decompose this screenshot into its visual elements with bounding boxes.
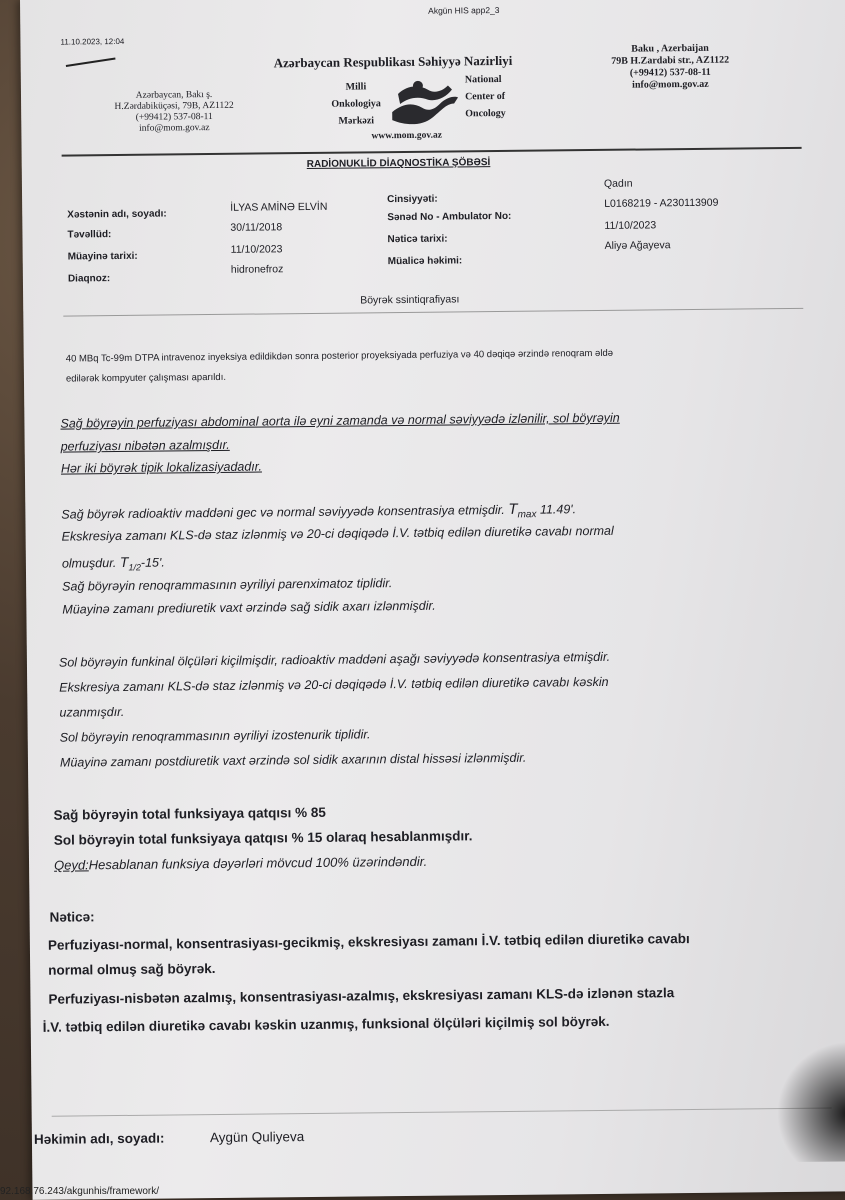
left-kidney-line-4: Sol böyrəyin renoqrammasının əyriliyi izostenurik tiplidir. [59,727,371,745]
address-left-line: H.Zərdabiküçəsi, 79B, AZ1122 [114,100,234,113]
diagnosis-value: hidronefroz [230,263,284,276]
center-name-az-line: Mərkəzi [338,115,375,127]
right-kidney-line-2: Ekskresiya zamanı KLS-də staz izlənmiş və 20-ci dəqiqədə İ.V. tətbiq edilən diuretikə cavabı normal [61,523,614,544]
right-kidney-line-5: Müayinə zamanı prediuretik vaxt ərzində sağ sidik axarı izlənmişdir. [62,598,436,617]
exam-date-label: Müayinə tarixi: [67,250,138,263]
thalf-subscript: 1/2 [128,562,141,573]
left-kidney-line-5: Müayinə zamanı postdiuretik vaxt ərzində sol sidik axarının distal hissəsi izlənmişdir. [59,750,527,770]
right-kidney-text: olmuşdur. [61,555,120,571]
dob-label: Təvəllüd: [67,229,112,241]
gender-value: Qadın [603,177,633,190]
pen-mark [66,58,116,67]
address-right-line: info@mom.gov.az [632,78,709,91]
left-kidney-line-2: Ekskresiya zamanı KLS-də staz izlənmiş və 20-ci dəqiqədə İ.V. tətbiq edilən diuretikə cavabı kəskin [59,674,609,695]
right-kidney-text: Sağ böyrək radioaktiv maddəni gec və normal səviyyədə konsentrasiya etmişdir. [61,502,505,522]
note-text: Hesablanan funksiya dəyərləri mövcud 100% üzərindəndir. [88,853,428,873]
intro-line-2: edilərək kompyuter çalışması aparıldı. [65,371,227,385]
address-left-line: Azərbaycan, Bakı ş. [135,89,213,101]
right-function: Sağ böyrəyin total funksiyaya qatqısı % 85 [53,804,326,823]
note-line [54,854,427,873]
signature-label: Həkimin adı, soyadı: [33,1130,165,1147]
center-name-en-line: Center of [464,90,506,103]
right-kidney-line-3 [62,554,165,574]
address-right-line: 79B H.Zardabi str., AZ1122 [611,54,730,67]
address-left-line: (+99412) 537-08-11 [135,111,213,123]
perfusion-line-2: perfuziyası nibətən azalmışdır. [60,437,230,454]
address-right-line: Baku , Azerbaijan [631,42,709,55]
center-name-en-line: National [464,73,502,86]
header-divider [62,147,802,156]
doctor-value: Aliyə Ağayeva [604,239,671,252]
exam-date-value: 11/10/2023 [230,243,283,256]
tmax-subscript: max [517,509,537,521]
footer-url: 92.168.76.243/akgunhis/framework/ [0,1186,159,1197]
conclusion-line-3: Perfuziyası-nisbətən azalmış, konsentrasiyası-azalmış, ekskresiyası zamanı KLS-də izlənən stazla [48,985,675,1007]
doctor-label: Müalicə həkimi: [387,255,463,268]
center-name-az [326,78,387,130]
report-paper [20,0,845,1200]
signature-divider [52,1108,832,1117]
study-title: Böyrək ssintiqrafiyası [360,293,460,307]
intro-line-1: 40 MBq Tc-99m DTPA intravenoz inyeksiya edildikdən sonra posterior proyeksiyada perfuziya və 40 dəqiqə ərzində renoqram əldə [65,347,614,365]
ministry-title: Azərbaycan Respublikası Səhiyyə Nazirliyi [273,52,513,71]
left-kidney-line-3: uzanmışdır. [59,704,125,720]
left-function: Sol böyrəyin total funksiyaya qatqısı % 15 olaraq hesablanmışdır. [53,828,473,848]
address-left [99,90,249,136]
document-number-label: Sənəd No - Ambulator No: [387,210,512,224]
conclusion-label: Nəticə: [49,909,95,925]
perfusion-line-3: Hər iki böyrək tipik lokalizasiyadadır. [60,459,262,476]
center-name-az-line: Onkologiya [331,98,381,110]
app-name: Akgün HIS app2_3 [428,4,500,16]
address-right [597,42,742,92]
result-date-value: 11/10/2023 [604,219,657,232]
gender-label: Cinsiyyəti: [387,193,438,206]
patient-name-value: İLYAS AMİNƏ ELVİN [230,200,328,214]
address-left-line: info@mom.gov.az [139,123,210,134]
note-label: Qeyd: [53,857,89,873]
study-divider [63,308,803,317]
thalf-value: -15'. [140,555,165,570]
perfusion-line-1: Sağ böyrəyin perfuziyası abdominal aorta ilə eyni zamanda və normal səviyyədə izlənilir, sol böyrəyin [60,410,620,431]
website: www.mom.gov.az [371,130,442,142]
document-number-value: L0168219 - A230113909 [604,196,719,210]
hands-logo-icon [388,73,461,134]
signature-value: Aygün Quliyeva [209,1129,305,1146]
center-name-en [465,71,506,122]
address-right-line: (+99412) 537-08-11 [629,66,711,79]
department-title: RADİONUKLİD DİAQNOSTİKA ŞÖBƏSİ [306,157,491,171]
thalf-symbol: T [119,553,129,570]
right-kidney-line-1 [61,500,576,525]
conclusion-line-1: Perfuziyası-normal, konsentrasiyası-gecikmiş, ekskresiyası zamanı İ.V. tətbiq edilən diuretikə cavabı [47,931,690,953]
conclusion-line-4: İ.V. tətbiq edilən diuretikə cavabı kəskin uzanmış, funksional ölçüləri kiçilmiş sol böyrək. [42,1013,610,1035]
patient-name-label: Xəstənin adı, soyadı: [67,208,167,221]
tmax-value: 11.49'. [536,502,577,517]
dob-value: 30/11/2018 [230,221,283,234]
photo-shadow [776,1041,845,1162]
right-kidney-line-4: Sağ böyrəyin renoqrammasının əyriliyi parenximatoz tiplidir. [62,576,393,594]
center-name-az-line: Milli [345,81,367,93]
print-datetime: 11.10.2023, 12:04 [60,36,125,47]
center-name-en-line: Oncology [465,107,506,120]
result-date-label: Nəticə tarixi: [387,233,448,246]
diagnosis-label: Diaqnoz: [67,273,111,285]
tmax-symbol: T [508,500,518,518]
conclusion-line-2: normal olmuş sağ böyrək. [48,961,216,978]
left-kidney-line-1: Sol böyrəyin funkinal ölçüləri kiçilmişdir, radioaktiv maddəni aşağı səviyyədə konsentrasiya etmişdir. [58,649,611,670]
